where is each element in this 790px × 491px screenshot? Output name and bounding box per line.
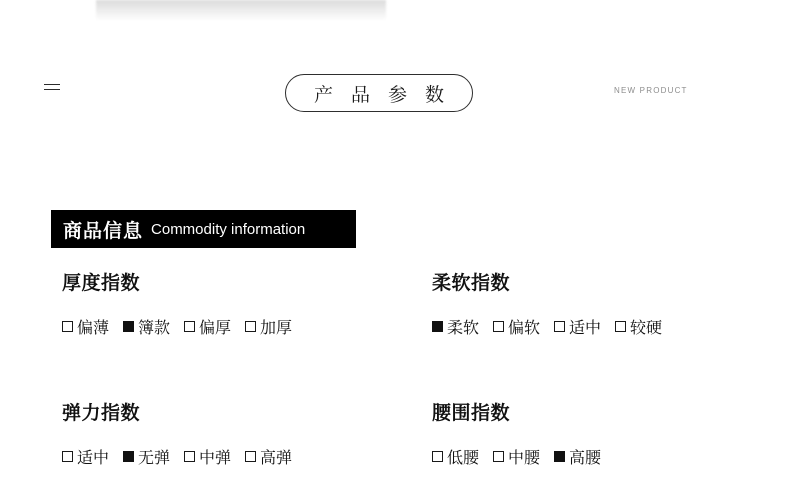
option-item[interactable] (123, 315, 170, 338)
option-label: 无弹 (138, 448, 171, 467)
checkbox-checked[interactable] (432, 321, 443, 332)
option-label: 偏薄 (77, 318, 110, 337)
option-list (62, 315, 432, 338)
parameter-block-waist (432, 398, 762, 468)
option-item[interactable] (184, 445, 231, 468)
option-label: 高弹 (260, 448, 293, 467)
option-label: 低腰 (447, 448, 480, 467)
checkbox[interactable] (62, 451, 73, 462)
parameter-row (62, 398, 762, 468)
option-item[interactable] (554, 315, 601, 338)
option-label: 中弹 (199, 448, 232, 467)
parameter-title: 腰围指数 (432, 402, 511, 424)
option-item[interactable] (184, 315, 231, 338)
hamburger-line (44, 84, 60, 85)
hamburger-line (44, 89, 60, 90)
checkbox[interactable] (554, 321, 565, 332)
option-item[interactable] (62, 445, 109, 468)
option-label: 适中 (569, 318, 602, 337)
option-label: 中腰 (508, 448, 541, 467)
option-label: 偏软 (508, 318, 541, 337)
parameter-block-thickness (62, 268, 432, 338)
section-title-en: Commodity information (151, 220, 306, 238)
option-item[interactable] (493, 315, 540, 338)
parameter-grid (62, 268, 762, 468)
hamburger-icon[interactable] (44, 84, 60, 90)
option-label: 高腰 (569, 448, 602, 467)
option-label: 簿款 (138, 318, 171, 337)
checkbox[interactable] (615, 321, 626, 332)
checkbox-checked[interactable] (123, 321, 134, 332)
checkbox[interactable] (245, 451, 256, 462)
option-list (62, 445, 432, 468)
option-item[interactable] (493, 445, 540, 468)
checkbox[interactable] (245, 321, 256, 332)
checkbox[interactable] (432, 451, 443, 462)
checkbox[interactable] (184, 321, 195, 332)
option-item[interactable] (432, 445, 479, 468)
page-title-pill (285, 74, 473, 112)
section-header-bar (51, 210, 356, 248)
option-list (432, 445, 762, 468)
option-item[interactable] (432, 315, 479, 338)
top-ghost-band (96, 0, 386, 20)
option-label: 较硬 (630, 318, 663, 337)
parameter-title: 弹力指数 (62, 402, 141, 424)
parameter-title: 柔软指数 (432, 272, 511, 294)
page-title: 产 品 参 数 (313, 83, 451, 106)
option-item[interactable] (123, 445, 170, 468)
checkbox-checked[interactable] (554, 451, 565, 462)
option-item[interactable] (245, 315, 292, 338)
option-label: 柔软 (447, 318, 480, 337)
parameter-title: 厚度指数 (62, 272, 141, 294)
option-label: 加厚 (260, 318, 293, 337)
checkbox-checked[interactable] (123, 451, 134, 462)
checkbox[interactable] (493, 451, 504, 462)
option-label: 适中 (77, 448, 110, 467)
checkbox[interactable] (493, 321, 504, 332)
section-title-cn: 商品信息 (63, 219, 144, 242)
checkbox[interactable] (184, 451, 195, 462)
option-list (432, 315, 762, 338)
option-item[interactable] (245, 445, 292, 468)
option-label: 偏厚 (199, 318, 232, 337)
checkbox[interactable] (62, 321, 73, 332)
parameter-block-softness (432, 268, 762, 338)
option-item[interactable] (62, 315, 109, 338)
option-item[interactable] (554, 445, 601, 468)
option-item[interactable] (615, 315, 662, 338)
parameter-block-elasticity (62, 398, 432, 468)
parameter-row (62, 268, 762, 338)
corner-label: NEW PRODUCT (614, 86, 688, 95)
